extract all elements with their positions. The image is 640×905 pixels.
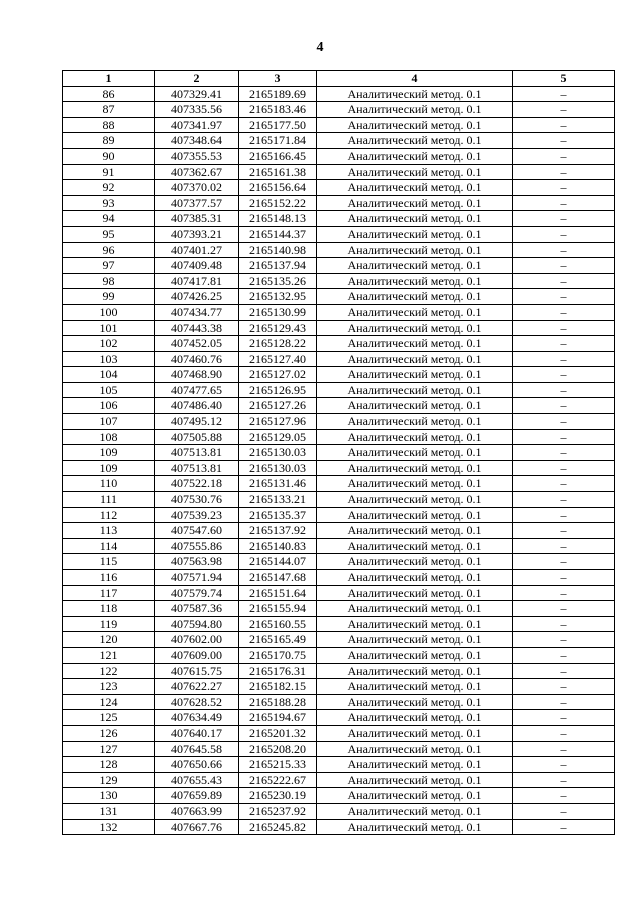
method-cell: Аналитический метод. 0.1 bbox=[317, 133, 513, 149]
point-number-cell: 129 bbox=[63, 772, 155, 788]
x-coordinate-cell: 407377.57 bbox=[155, 195, 239, 211]
method-cell: Аналитический метод. 0.1 bbox=[317, 117, 513, 133]
method-cell: Аналитический метод. 0.1 bbox=[317, 148, 513, 164]
point-number-cell: 108 bbox=[63, 429, 155, 445]
x-coordinate-cell: 407329.41 bbox=[155, 86, 239, 102]
note-cell: – bbox=[513, 788, 615, 804]
table-row bbox=[63, 180, 615, 196]
point-number-cell: 90 bbox=[63, 148, 155, 164]
column-header-4: 4 bbox=[317, 71, 513, 87]
y-coordinate-cell: 2165156.64 bbox=[239, 180, 317, 196]
x-coordinate-cell: 407335.56 bbox=[155, 102, 239, 118]
table-row bbox=[63, 117, 615, 133]
table-row bbox=[63, 570, 615, 586]
x-coordinate-cell: 407587.36 bbox=[155, 601, 239, 617]
table-row bbox=[63, 725, 615, 741]
x-coordinate-cell: 407341.97 bbox=[155, 117, 239, 133]
table-row bbox=[63, 429, 615, 445]
point-number-cell: 111 bbox=[63, 492, 155, 508]
point-number-cell: 91 bbox=[63, 164, 155, 180]
y-coordinate-cell: 2165132.95 bbox=[239, 289, 317, 305]
note-cell: – bbox=[513, 460, 615, 476]
note-cell: – bbox=[513, 647, 615, 663]
point-number-cell: 120 bbox=[63, 632, 155, 648]
point-number-cell: 106 bbox=[63, 398, 155, 414]
point-number-cell: 98 bbox=[63, 273, 155, 289]
x-coordinate-cell: 407594.80 bbox=[155, 616, 239, 632]
table-row bbox=[63, 336, 615, 352]
note-cell: – bbox=[513, 538, 615, 554]
table-row bbox=[63, 772, 615, 788]
x-coordinate-cell: 407409.48 bbox=[155, 258, 239, 274]
y-coordinate-cell: 2165130.03 bbox=[239, 445, 317, 461]
y-coordinate-cell: 2165160.55 bbox=[239, 616, 317, 632]
note-cell: – bbox=[513, 601, 615, 617]
x-coordinate-cell: 407468.90 bbox=[155, 367, 239, 383]
x-coordinate-cell: 407602.00 bbox=[155, 632, 239, 648]
x-coordinate-cell: 407555.86 bbox=[155, 538, 239, 554]
note-cell: – bbox=[513, 819, 615, 835]
method-cell: Аналитический метод. 0.1 bbox=[317, 195, 513, 211]
x-coordinate-cell: 407530.76 bbox=[155, 492, 239, 508]
note-cell: – bbox=[513, 803, 615, 819]
y-coordinate-cell: 2165170.75 bbox=[239, 647, 317, 663]
note-cell: – bbox=[513, 117, 615, 133]
method-cell: Аналитический метод. 0.1 bbox=[317, 554, 513, 570]
point-number-cell: 88 bbox=[63, 117, 155, 133]
note-cell: – bbox=[513, 289, 615, 305]
table-row bbox=[63, 273, 615, 289]
note-cell: – bbox=[513, 507, 615, 523]
point-number-cell: 101 bbox=[63, 320, 155, 336]
method-cell: Аналитический метод. 0.1 bbox=[317, 788, 513, 804]
note-cell: – bbox=[513, 663, 615, 679]
method-cell: Аналитический метод. 0.1 bbox=[317, 289, 513, 305]
point-number-cell: 100 bbox=[63, 304, 155, 320]
point-number-cell: 118 bbox=[63, 601, 155, 617]
point-number-cell: 93 bbox=[63, 195, 155, 211]
y-coordinate-cell: 2165222.67 bbox=[239, 772, 317, 788]
note-cell: – bbox=[513, 148, 615, 164]
y-coordinate-cell: 2165151.64 bbox=[239, 585, 317, 601]
point-number-cell: 114 bbox=[63, 538, 155, 554]
table-row bbox=[63, 710, 615, 726]
method-cell: Аналитический метод. 0.1 bbox=[317, 382, 513, 398]
point-number-cell: 128 bbox=[63, 757, 155, 773]
y-coordinate-cell: 2165137.94 bbox=[239, 258, 317, 274]
note-cell: – bbox=[513, 445, 615, 461]
method-cell: Аналитический метод. 0.1 bbox=[317, 585, 513, 601]
method-cell: Аналитический метод. 0.1 bbox=[317, 538, 513, 554]
table-row bbox=[63, 819, 615, 835]
y-coordinate-cell: 2165176.31 bbox=[239, 663, 317, 679]
x-coordinate-cell: 407417.81 bbox=[155, 273, 239, 289]
point-number-cell: 124 bbox=[63, 694, 155, 710]
method-cell: Аналитический метод. 0.1 bbox=[317, 86, 513, 102]
point-number-cell: 89 bbox=[63, 133, 155, 149]
x-coordinate-cell: 407426.25 bbox=[155, 289, 239, 305]
method-cell: Аналитический метод. 0.1 bbox=[317, 601, 513, 617]
x-coordinate-cell: 407495.12 bbox=[155, 414, 239, 430]
note-cell: – bbox=[513, 741, 615, 757]
note-cell: – bbox=[513, 242, 615, 258]
y-coordinate-cell: 2165127.02 bbox=[239, 367, 317, 383]
table-row bbox=[63, 523, 615, 539]
method-cell: Аналитический метод. 0.1 bbox=[317, 445, 513, 461]
x-coordinate-cell: 407640.17 bbox=[155, 725, 239, 741]
method-cell: Аналитический метод. 0.1 bbox=[317, 710, 513, 726]
table-row bbox=[63, 601, 615, 617]
method-cell: Аналитический метод. 0.1 bbox=[317, 320, 513, 336]
table-row bbox=[63, 86, 615, 102]
x-coordinate-cell: 407628.52 bbox=[155, 694, 239, 710]
point-number-cell: 92 bbox=[63, 180, 155, 196]
table-row bbox=[63, 148, 615, 164]
note-cell: – bbox=[513, 398, 615, 414]
table-row bbox=[63, 258, 615, 274]
table-row bbox=[63, 632, 615, 648]
x-coordinate-cell: 407609.00 bbox=[155, 647, 239, 663]
y-coordinate-cell: 2165127.26 bbox=[239, 398, 317, 414]
x-coordinate-cell: 407477.65 bbox=[155, 382, 239, 398]
method-cell: Аналитический метод. 0.1 bbox=[317, 803, 513, 819]
table-row bbox=[63, 694, 615, 710]
point-number-cell: 121 bbox=[63, 647, 155, 663]
note-cell: – bbox=[513, 585, 615, 601]
method-cell: Аналитический метод. 0.1 bbox=[317, 476, 513, 492]
x-coordinate-cell: 407667.76 bbox=[155, 819, 239, 835]
method-cell: Аналитический метод. 0.1 bbox=[317, 570, 513, 586]
point-number-cell: 86 bbox=[63, 86, 155, 102]
y-coordinate-cell: 2165161.38 bbox=[239, 164, 317, 180]
y-coordinate-cell: 2165188.28 bbox=[239, 694, 317, 710]
x-coordinate-cell: 407401.27 bbox=[155, 242, 239, 258]
x-coordinate-cell: 407579.74 bbox=[155, 585, 239, 601]
method-cell: Аналитический метод. 0.1 bbox=[317, 102, 513, 118]
note-cell: – bbox=[513, 273, 615, 289]
column-header-3: 3 bbox=[239, 71, 317, 87]
note-cell: – bbox=[513, 304, 615, 320]
table-row bbox=[63, 757, 615, 773]
method-cell: Аналитический метод. 0.1 bbox=[317, 694, 513, 710]
y-coordinate-cell: 2165127.96 bbox=[239, 414, 317, 430]
method-cell: Аналитический метод. 0.1 bbox=[317, 398, 513, 414]
column-header-2: 2 bbox=[155, 71, 239, 87]
table-row bbox=[63, 492, 615, 508]
x-coordinate-cell: 407460.76 bbox=[155, 351, 239, 367]
method-cell: Аналитический метод. 0.1 bbox=[317, 429, 513, 445]
table-row bbox=[63, 679, 615, 695]
x-coordinate-cell: 407634.49 bbox=[155, 710, 239, 726]
table-row bbox=[63, 382, 615, 398]
x-coordinate-cell: 407522.18 bbox=[155, 476, 239, 492]
note-cell: – bbox=[513, 476, 615, 492]
note-cell: – bbox=[513, 351, 615, 367]
method-cell: Аналитический метод. 0.1 bbox=[317, 647, 513, 663]
x-coordinate-cell: 407615.75 bbox=[155, 663, 239, 679]
y-coordinate-cell: 2165230.19 bbox=[239, 788, 317, 804]
y-coordinate-cell: 2165245.82 bbox=[239, 819, 317, 835]
note-cell: – bbox=[513, 772, 615, 788]
x-coordinate-cell: 407513.81 bbox=[155, 445, 239, 461]
table-row bbox=[63, 585, 615, 601]
method-cell: Аналитический метод. 0.1 bbox=[317, 663, 513, 679]
table-row bbox=[63, 351, 615, 367]
point-number-cell: 87 bbox=[63, 102, 155, 118]
x-coordinate-cell: 407452.05 bbox=[155, 336, 239, 352]
table-row bbox=[63, 803, 615, 819]
x-coordinate-cell: 407571.94 bbox=[155, 570, 239, 586]
table-row bbox=[63, 554, 615, 570]
y-coordinate-cell: 2165147.68 bbox=[239, 570, 317, 586]
y-coordinate-cell: 2165208.20 bbox=[239, 741, 317, 757]
method-cell: Аналитический метод. 0.1 bbox=[317, 492, 513, 508]
point-number-cell: 130 bbox=[63, 788, 155, 804]
point-number-cell: 103 bbox=[63, 351, 155, 367]
x-coordinate-cell: 407650.66 bbox=[155, 757, 239, 773]
x-coordinate-cell: 407362.67 bbox=[155, 164, 239, 180]
note-cell: – bbox=[513, 226, 615, 242]
point-number-cell: 95 bbox=[63, 226, 155, 242]
table-row bbox=[63, 538, 615, 554]
y-coordinate-cell: 2165135.26 bbox=[239, 273, 317, 289]
table-row bbox=[63, 242, 615, 258]
note-cell: – bbox=[513, 710, 615, 726]
y-coordinate-cell: 2165182.15 bbox=[239, 679, 317, 695]
method-cell: Аналитический метод. 0.1 bbox=[317, 741, 513, 757]
note-cell: – bbox=[513, 679, 615, 695]
table-row bbox=[63, 211, 615, 227]
point-number-cell: 112 bbox=[63, 507, 155, 523]
method-cell: Аналитический метод. 0.1 bbox=[317, 414, 513, 430]
note-cell: – bbox=[513, 523, 615, 539]
table-row bbox=[63, 289, 615, 305]
point-number-cell: 110 bbox=[63, 476, 155, 492]
y-coordinate-cell: 2165189.69 bbox=[239, 86, 317, 102]
note-cell: – bbox=[513, 258, 615, 274]
x-coordinate-cell: 407659.89 bbox=[155, 788, 239, 804]
table-header-row bbox=[63, 71, 615, 87]
note-cell: – bbox=[513, 86, 615, 102]
note-cell: – bbox=[513, 336, 615, 352]
table-row bbox=[63, 195, 615, 211]
column-header-1: 1 bbox=[63, 71, 155, 87]
method-cell: Аналитический метод. 0.1 bbox=[317, 211, 513, 227]
y-coordinate-cell: 2165130.03 bbox=[239, 460, 317, 476]
point-number-cell: 105 bbox=[63, 382, 155, 398]
y-coordinate-cell: 2165133.21 bbox=[239, 492, 317, 508]
x-coordinate-cell: 407348.64 bbox=[155, 133, 239, 149]
note-cell: – bbox=[513, 320, 615, 336]
table-row bbox=[63, 663, 615, 679]
x-coordinate-cell: 407539.23 bbox=[155, 507, 239, 523]
point-number-cell: 132 bbox=[63, 819, 155, 835]
point-number-cell: 102 bbox=[63, 336, 155, 352]
point-number-cell: 107 bbox=[63, 414, 155, 430]
point-number-cell: 104 bbox=[63, 367, 155, 383]
note-cell: – bbox=[513, 382, 615, 398]
y-coordinate-cell: 2165166.45 bbox=[239, 148, 317, 164]
method-cell: Аналитический метод. 0.1 bbox=[317, 460, 513, 476]
table-row bbox=[63, 304, 615, 320]
point-number-cell: 131 bbox=[63, 803, 155, 819]
y-coordinate-cell: 2165165.49 bbox=[239, 632, 317, 648]
x-coordinate-cell: 407486.40 bbox=[155, 398, 239, 414]
method-cell: Аналитический метод. 0.1 bbox=[317, 757, 513, 773]
method-cell: Аналитический метод. 0.1 bbox=[317, 242, 513, 258]
table-row bbox=[63, 164, 615, 180]
table-row bbox=[63, 133, 615, 149]
note-cell: – bbox=[513, 195, 615, 211]
method-cell: Аналитический метод. 0.1 bbox=[317, 507, 513, 523]
table-row bbox=[63, 460, 615, 476]
method-cell: Аналитический метод. 0.1 bbox=[317, 180, 513, 196]
method-cell: Аналитический метод. 0.1 bbox=[317, 367, 513, 383]
method-cell: Аналитический метод. 0.1 bbox=[317, 273, 513, 289]
y-coordinate-cell: 2165215.33 bbox=[239, 757, 317, 773]
point-number-cell: 109 bbox=[63, 460, 155, 476]
x-coordinate-cell: 407547.60 bbox=[155, 523, 239, 539]
y-coordinate-cell: 2165152.22 bbox=[239, 195, 317, 211]
table-row bbox=[63, 102, 615, 118]
y-coordinate-cell: 2165144.37 bbox=[239, 226, 317, 242]
method-cell: Аналитический метод. 0.1 bbox=[317, 523, 513, 539]
method-cell: Аналитический метод. 0.1 bbox=[317, 772, 513, 788]
y-coordinate-cell: 2165131.46 bbox=[239, 476, 317, 492]
table-row bbox=[63, 741, 615, 757]
point-number-cell: 125 bbox=[63, 710, 155, 726]
point-number-cell: 123 bbox=[63, 679, 155, 695]
x-coordinate-cell: 407645.58 bbox=[155, 741, 239, 757]
point-number-cell: 97 bbox=[63, 258, 155, 274]
table-row bbox=[63, 476, 615, 492]
y-coordinate-cell: 2165129.05 bbox=[239, 429, 317, 445]
x-coordinate-cell: 407513.81 bbox=[155, 460, 239, 476]
point-number-cell: 115 bbox=[63, 554, 155, 570]
column-header-5: 5 bbox=[513, 71, 615, 87]
table-row bbox=[63, 226, 615, 242]
table-row bbox=[63, 788, 615, 804]
note-cell: – bbox=[513, 694, 615, 710]
y-coordinate-cell: 2165130.99 bbox=[239, 304, 317, 320]
point-number-cell: 94 bbox=[63, 211, 155, 227]
point-number-cell: 116 bbox=[63, 570, 155, 586]
method-cell: Аналитический метод. 0.1 bbox=[317, 258, 513, 274]
y-coordinate-cell: 2165129.43 bbox=[239, 320, 317, 336]
point-number-cell: 126 bbox=[63, 725, 155, 741]
note-cell: – bbox=[513, 632, 615, 648]
point-number-cell: 99 bbox=[63, 289, 155, 305]
method-cell: Аналитический метод. 0.1 bbox=[317, 819, 513, 835]
y-coordinate-cell: 2165194.67 bbox=[239, 710, 317, 726]
table-row bbox=[63, 398, 615, 414]
note-cell: – bbox=[513, 570, 615, 586]
y-coordinate-cell: 2165183.46 bbox=[239, 102, 317, 118]
note-cell: – bbox=[513, 616, 615, 632]
table-row bbox=[63, 320, 615, 336]
method-cell: Аналитический метод. 0.1 bbox=[317, 351, 513, 367]
method-cell: Аналитический метод. 0.1 bbox=[317, 725, 513, 741]
x-coordinate-cell: 407655.43 bbox=[155, 772, 239, 788]
point-number-cell: 96 bbox=[63, 242, 155, 258]
x-coordinate-cell: 407393.21 bbox=[155, 226, 239, 242]
method-cell: Аналитический метод. 0.1 bbox=[317, 164, 513, 180]
y-coordinate-cell: 2165237.92 bbox=[239, 803, 317, 819]
y-coordinate-cell: 2165126.95 bbox=[239, 382, 317, 398]
y-coordinate-cell: 2165140.98 bbox=[239, 242, 317, 258]
note-cell: – bbox=[513, 164, 615, 180]
point-number-cell: 119 bbox=[63, 616, 155, 632]
note-cell: – bbox=[513, 554, 615, 570]
method-cell: Аналитический метод. 0.1 bbox=[317, 304, 513, 320]
y-coordinate-cell: 2165140.83 bbox=[239, 538, 317, 554]
note-cell: – bbox=[513, 367, 615, 383]
point-number-cell: 122 bbox=[63, 663, 155, 679]
table-row bbox=[63, 445, 615, 461]
x-coordinate-cell: 407663.99 bbox=[155, 803, 239, 819]
point-number-cell: 113 bbox=[63, 523, 155, 539]
y-coordinate-cell: 2165144.07 bbox=[239, 554, 317, 570]
table-row bbox=[63, 367, 615, 383]
method-cell: Аналитический метод. 0.1 bbox=[317, 336, 513, 352]
page-number: 4 bbox=[316, 40, 324, 55]
point-number-cell: 127 bbox=[63, 741, 155, 757]
method-cell: Аналитический метод. 0.1 bbox=[317, 616, 513, 632]
note-cell: – bbox=[513, 757, 615, 773]
note-cell: – bbox=[513, 180, 615, 196]
note-cell: – bbox=[513, 492, 615, 508]
table-row bbox=[63, 507, 615, 523]
note-cell: – bbox=[513, 102, 615, 118]
y-coordinate-cell: 2165155.94 bbox=[239, 601, 317, 617]
table-row bbox=[63, 647, 615, 663]
table-body bbox=[63, 86, 615, 835]
note-cell: – bbox=[513, 414, 615, 430]
point-number-cell: 109 bbox=[63, 445, 155, 461]
y-coordinate-cell: 2165128.22 bbox=[239, 336, 317, 352]
y-coordinate-cell: 2165171.84 bbox=[239, 133, 317, 149]
y-coordinate-cell: 2165137.92 bbox=[239, 523, 317, 539]
y-coordinate-cell: 2165177.50 bbox=[239, 117, 317, 133]
y-coordinate-cell: 2165148.13 bbox=[239, 211, 317, 227]
note-cell: – bbox=[513, 211, 615, 227]
x-coordinate-cell: 407355.53 bbox=[155, 148, 239, 164]
x-coordinate-cell: 407505.88 bbox=[155, 429, 239, 445]
table-row bbox=[63, 414, 615, 430]
x-coordinate-cell: 407434.77 bbox=[155, 304, 239, 320]
x-coordinate-cell: 407370.02 bbox=[155, 180, 239, 196]
x-coordinate-cell: 407563.98 bbox=[155, 554, 239, 570]
table-row bbox=[63, 616, 615, 632]
method-cell: Аналитический метод. 0.1 bbox=[317, 226, 513, 242]
point-number-cell: 117 bbox=[63, 585, 155, 601]
x-coordinate-cell: 407622.27 bbox=[155, 679, 239, 695]
note-cell: – bbox=[513, 133, 615, 149]
coordinates-table bbox=[62, 70, 615, 835]
note-cell: – bbox=[513, 725, 615, 741]
y-coordinate-cell: 2165201.32 bbox=[239, 725, 317, 741]
y-coordinate-cell: 2165135.37 bbox=[239, 507, 317, 523]
x-coordinate-cell: 407443.38 bbox=[155, 320, 239, 336]
y-coordinate-cell: 2165127.40 bbox=[239, 351, 317, 367]
x-coordinate-cell: 407385.31 bbox=[155, 211, 239, 227]
note-cell: – bbox=[513, 429, 615, 445]
method-cell: Аналитический метод. 0.1 bbox=[317, 632, 513, 648]
method-cell: Аналитический метод. 0.1 bbox=[317, 679, 513, 695]
